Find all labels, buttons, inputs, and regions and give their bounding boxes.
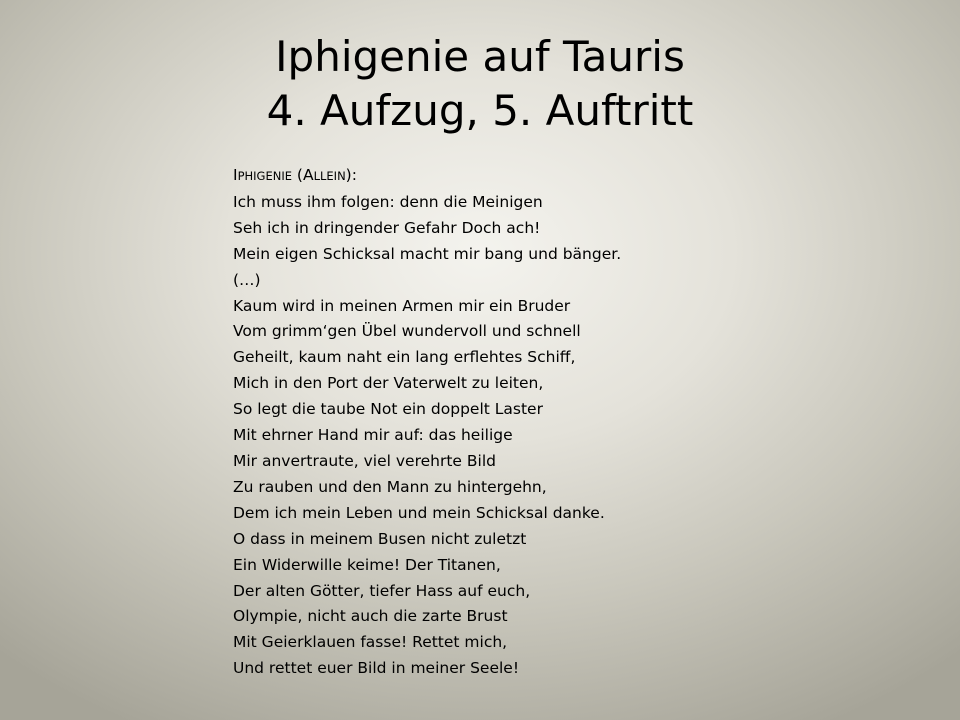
verse-line: Dem ich mein Leben und mein Schicksal danke.: [233, 503, 605, 522]
verse-line: Und rettet euer Bild in meiner Seele!: [233, 659, 520, 678]
verse-line: So legt die taube Not ein doppelt Laster: [233, 400, 543, 419]
stage-direction-initial: A: [302, 166, 314, 184]
verse-line: Mit ehrner Hand mir auf: das heilige: [233, 426, 513, 445]
verse-line: O dass in meinem Busen nicht zuletzt: [233, 529, 527, 548]
verse-line: Ich muss ihm folgen: denn die Meinigen: [233, 192, 543, 211]
speaker-initial: I: [233, 166, 238, 184]
verse-line: Olympie, nicht auch die zarte Brust: [233, 607, 508, 626]
slide-title: [0, 30, 960, 138]
speaker-name-rest: PHIGENIE: [237, 169, 292, 183]
speaker-close: ):: [345, 166, 357, 184]
verse-line: (…): [233, 270, 261, 289]
stage-direction-rest: LLEIN: [313, 169, 346, 183]
slide-body: [233, 163, 933, 682]
verse-line: Mich in den Port der Vaterwelt zu leiten,: [233, 374, 544, 393]
verse-line: Mit Geierklauen fasse! Rettet mich,: [233, 633, 508, 652]
verse-line: Zu rauben und den Mann zu hintergehn,: [233, 477, 547, 496]
verse-line: Mir anvertraute, viel verehrte Bild: [233, 451, 496, 470]
verse-line: Vom grimm‘gen Übel wundervoll und schnell: [233, 322, 581, 341]
verse-line: Kaum wird in meinen Armen mir ein Bruder: [233, 296, 571, 315]
speaker-label: [233, 163, 933, 190]
speaker-open-paren: (: [292, 166, 303, 184]
verse-line: Mein eigen Schicksal macht mir bang und bänger.: [233, 244, 622, 263]
verse-line: Seh ich in dringender Gefahr Doch ach!: [233, 218, 541, 237]
title-line-2: 4. Aufzug, 5. Auftritt: [266, 86, 694, 135]
verse-line: Der alten Götter, tiefer Hass auf euch,: [233, 581, 531, 600]
verse-line: Geheilt, kaum naht ein lang erflehtes Schiff,: [233, 348, 576, 367]
verse-line: Ein Widerwille keime! Der Titanen,: [233, 555, 501, 574]
title-line-1: Iphigenie auf Tauris: [275, 32, 685, 81]
